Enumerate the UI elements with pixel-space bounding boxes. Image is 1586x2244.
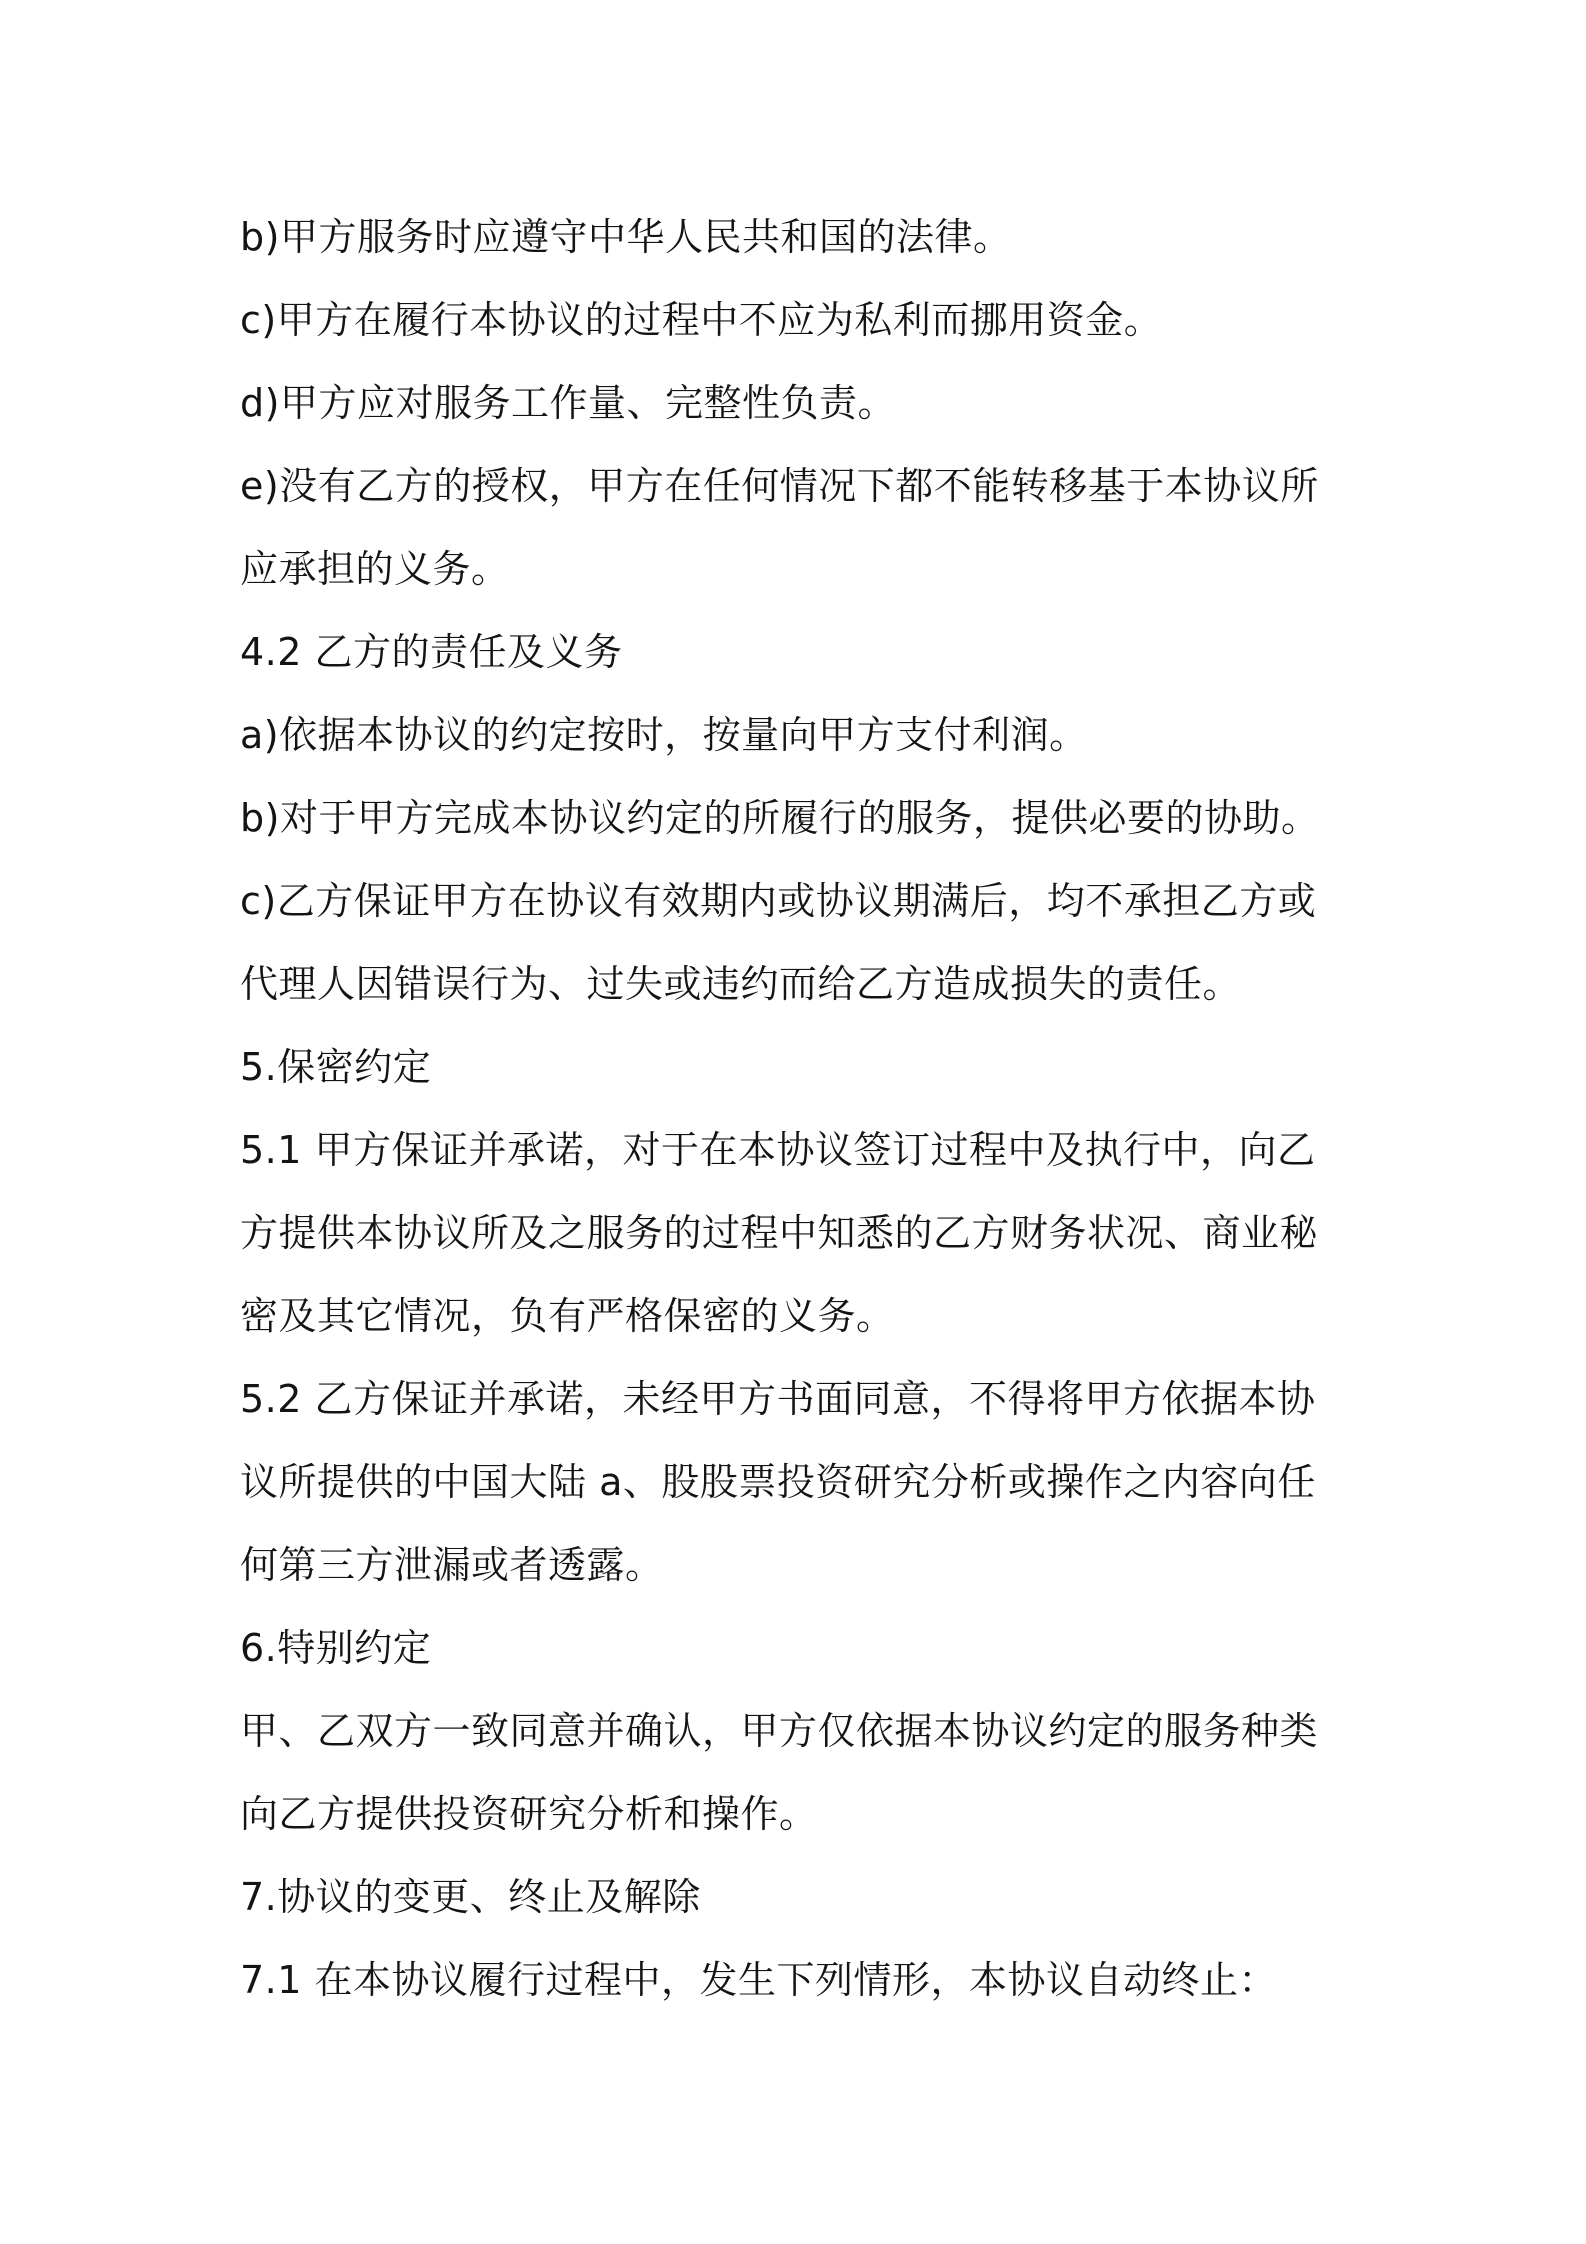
clause-e-authorization: e)没有乙方的授权，甲方在任何情况下都不能转移基于本协议所 [240, 464, 1319, 508]
clause-7-1: 7.1 在本协议履行过程中，发生下列情形，本协议自动终止： [240, 1958, 1278, 2002]
clause-b-assistance: b)对于甲方完成本协议约定的所履行的服务，提供必要的协助。 [240, 796, 1320, 840]
clause-d-workload: d)甲方应对服务工作量、完整性负责。 [240, 381, 896, 425]
section-6-heading: 6.特别约定 [240, 1626, 432, 1670]
section-7-heading: 7.协议的变更、终止及解除 [240, 1875, 701, 1919]
clause-c-continued: 代理人因错误行为、过失或违约而给乙方造成损失的责任。 [240, 962, 1242, 1006]
clause-5-2-line-3: 何第三方泄漏或者透露。 [240, 1543, 664, 1587]
clause-5-2-line-1: 5.2 乙方保证并承诺，未经甲方书面同意，不得将甲方依据本协 [240, 1377, 1316, 1421]
clause-a-payment: a)依据本协议的约定按时，按量向甲方支付利润。 [240, 713, 1088, 757]
clause-b-law: b)甲方服务时应遵守中华人民共和国的法律。 [240, 215, 1012, 259]
section-5-heading: 5.保密约定 [240, 1045, 432, 1089]
section-6-line-2: 向乙方提供投资研究分析和操作。 [240, 1792, 818, 1836]
clause-5-1-line-2: 方提供本协议所及之服务的过程中知悉的乙方财务状况、商业秘 [240, 1211, 1319, 1255]
section-4-2-heading: 4.2 乙方的责任及义务 [240, 630, 623, 674]
document-body [240, 196, 1370, 2022]
clause-c-funds: c)甲方在履行本协议的过程中不应为私利而挪用资金。 [240, 298, 1163, 342]
clause-c-liability: c)乙方保证甲方在协议有效期内或协议期满后，均不承担乙方或 [240, 879, 1317, 923]
clause-5-1-line-3: 密及其它情况，负有严格保密的义务。 [240, 1294, 895, 1338]
clause-5-1-line-1: 5.1 甲方保证并承诺，对于在本协议签订过程中及执行中，向乙 [240, 1128, 1316, 1172]
clause-5-2-line-2: 议所提供的中国大陆 a、股股票投资研究分析或操作之内容向任 [240, 1460, 1316, 1504]
clause-e-continued: 应承担的义务。 [240, 547, 510, 591]
section-6-line-1: 甲、乙双方一致同意并确认，甲方仅依据本协议约定的服务种类 [240, 1709, 1319, 1753]
